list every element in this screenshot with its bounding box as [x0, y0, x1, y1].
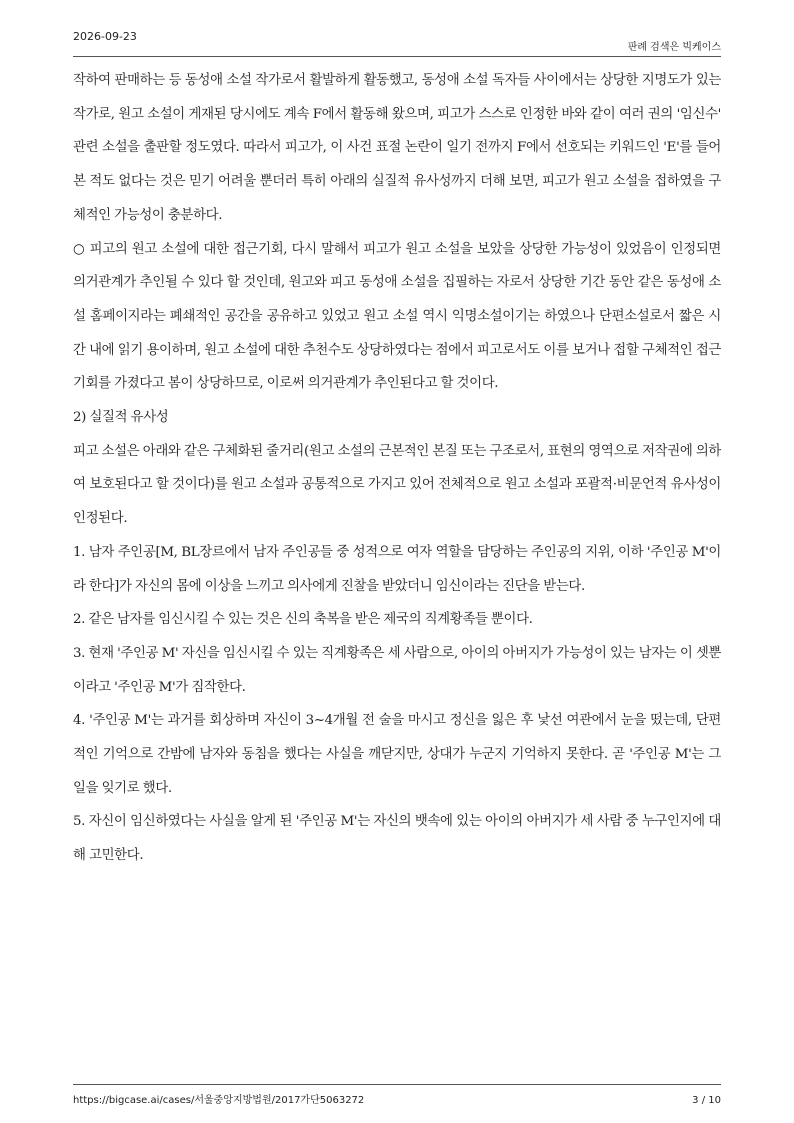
list-item: 4. '주인공 M'는 과거를 회상하며 자신이 3~4개월 전 술을 마시고 정신을 잃은 후 낯선 여관에서 눈을 떴는데, 단편적인 기억으로 간밤에 남자와 동침을 했다는 사실을 깨닫지만, 상대가 누군지 기억하지 못한다. 곧 '주인공 M'는 그 일을 잊기로 했다. — [73, 713, 721, 796]
list-item: 1. 남자 주인공[M, BL장르에서 남자 주인공들 중 성적으로 여자 역할을 담당하는 주인공의 지위, 이하 '주인공 M'이라 한다]가 자신의 몸에 이상을 느끼고 의사에게 진찰을 받았더니 임신이라는 진단을 받는다. — [73, 544, 721, 594]
document-body — [73, 64, 721, 873]
header-title: 판례 검색은 빅케이스 — [627, 42, 721, 53]
paragraph: 피고 소설은 아래와 같은 구체화된 줄거리(원고 소설의 근본적인 본질 또는 구조로서, 표현의 영역으로 저작권에 의하여 보호된다고 할 것이다)를 원고 소설과 공통적으로 가지고 있어 전체적으로 원고 소설과 포괄적·비문언적 유사성이 인정된다. — [73, 443, 721, 527]
paragraph: 작하여 판매하는 등 동성애 소설 작가로서 활발하게 활동했고, 동성애 소설 독자들 사이에서는 상당한 지명도가 있는 작가로, 원고 소설이 게재된 당시에도 계속 F에서 활동해 왔으며, 피고가 스스로 인정한 바와 같이 여러 권의 '임신수' 관련 소설을 출판할 정도였다. 따라서 피고가, 이 사건 표절 논란이 일기 전까지 F에서 선호되는 키워드인 'E'를 들어본 적도 없다는 것은 믿기 어려울 뿐더러 특히 아래의 실질적 유사성까지 더해 보면, 피고가 원고 소설을 접하였을 구체적인 가능성이 충분하다. — [73, 73, 721, 223]
footer-url[interactable]: https://bigcase.ai/cases/서울중앙지방법원/2017가단5063272 — [73, 1095, 365, 1106]
page-number: 3 / 10 — [692, 1095, 721, 1106]
paragraph: ○ 피고의 원고 소설에 대한 접근기회, 다시 말해서 피고가 원고 소설을 보았을 상당한 가능성이 있었음이 인정되면 의거관계가 추인될 수 있다 할 것인데, 원고와 피고 동성애 소설을 집필하는 자로서 상당한 기간 동안 같은 동성애 소설 홈페이지라는 폐쇄적인 공간을 공유하고 있었고 원고 소설 역시 익명소설이기는 하였으나 단편소설로서 짧은 시간 내에 읽기 용이하며, 원고 소설에 대한 추천수도 상당하였다는 점에서 피고로서도 이를 보거나 접할 구체적인 접근기회를 가졌다고 봄이 상당하므로, 이로써 의거관계가 추인된다고 할 것이다. — [73, 241, 721, 392]
section-heading: 2) 실질적 유사성 — [73, 410, 169, 426]
header-divider — [73, 56, 721, 57]
list-item: 5. 자신이 임신하였다는 사실을 알게 된 '주인공 M'는 자신의 뱃속에 있는 아이의 아버지가 세 사람 중 누구인지에 대해 고민한다. — [73, 814, 721, 864]
list-item: 2. 같은 남자를 임신시킬 수 있는 것은 신의 축복을 받은 제국의 직계황족들 뿐이다. — [73, 612, 533, 628]
footer-divider — [73, 1084, 721, 1085]
list-item: 3. 현재 '주인공 M' 자신을 임신시킬 수 있는 직계황족은 세 사람으로, 아이의 아버지가 가능성이 있는 남자는 이 셋뿐이라고 '주인공 M'가 짐작한다. — [73, 645, 721, 695]
header-date: 2026-09-23 — [73, 30, 137, 43]
